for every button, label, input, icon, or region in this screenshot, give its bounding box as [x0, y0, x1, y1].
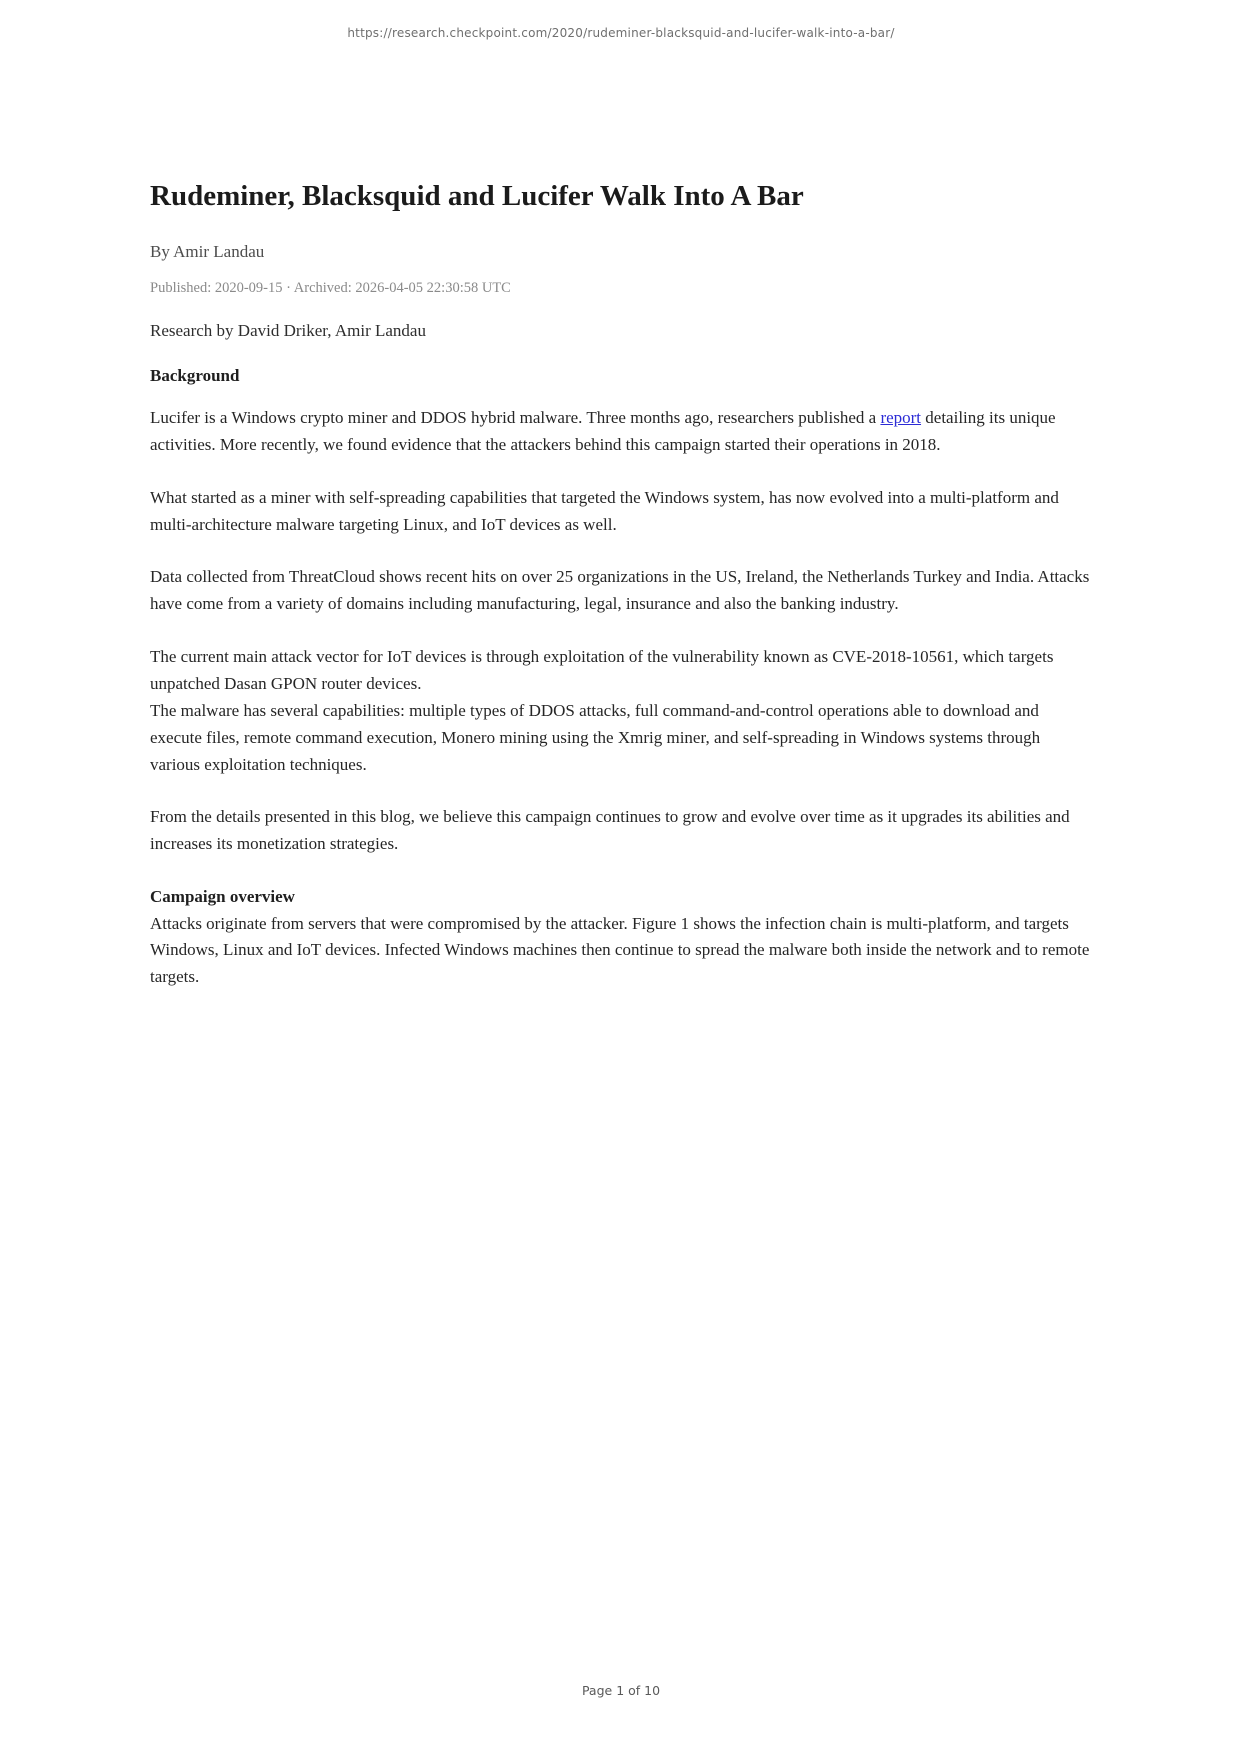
paragraph-lucifer-intro [150, 405, 1092, 459]
publish-meta: Published: 2020-09-15 · Archived: 2026-04-05 22:30:58 UTC [150, 279, 511, 296]
paragraph-text: Lucifer is a Windows crypto miner and DDOS hybrid malware. Three months ago, researchers published a [150, 408, 881, 428]
paragraph-text: The malware has several capabilities: multiple types of DDOS attacks, full command-and-control operations able to download and execute files, remote command execution, Monero mining using the Xmrig miner, and self-spreading in Windows systems through various exploitation techniques. [150, 700, 1041, 774]
background-heading: Background [150, 365, 240, 385]
print-header-url: https://research.checkpoint.com/2020/rudeminer-blacksquid-and-lucifer-walk-into-a-bar/ [347, 26, 895, 40]
paragraph-campaign-growth: From the details presented in this blog, we believe this campaign continues to grow and evolve over time as it upgrades its abilities and increases its monetization strategies. [150, 807, 1070, 854]
page-number: Page 1 of 10 [581, 1683, 661, 1698]
paragraph-miner-evolution: What started as a miner with self-spreading capabilities that targeted the Windows system, has now evolved into a multi-platform and multi-architecture malware targeting Linux, and IoT devices as well. [150, 487, 1059, 534]
paragraph-threatcloud-data: Data collected from ThreatCloud shows recent hits on over 25 organizations in the US, Ireland, the Netherlands Turkey and India. Attacks have come from a variety of domains including manufacturing, legal, insurance and also the banking industry. [150, 567, 1090, 614]
paragraph-campaign-overview: Attacks originate from servers that were compromised by the attacker. Figure 1 shows the infection chain is multi-platform, and targets Windows, Linux and IoT devices. Infected Windows machines then continue to spread the malware both inside the network and to remote targets. [150, 913, 1090, 987]
report-link[interactable]: report [880, 408, 922, 428]
paragraph-attack-vector [150, 644, 1092, 778]
page-title: Rudeminer, Blacksquid and Lucifer Walk Into A Bar [150, 180, 804, 212]
article-body [150, 178, 1092, 991]
paragraph-text: The current main attack vector for IoT devices is through exploitation of the vulnerability known as CVE-2018-10561, which targets unpatched Dasan GPON router devices. [150, 647, 1054, 694]
research-credit: Research by David Driker, Amir Landau [150, 320, 426, 340]
campaign-overview-heading: Campaign overview [150, 887, 295, 907]
paragraph-text: detailing its unique activities. More recently, we found evidence that the attackers behind this campaign started their operations in 2018. [150, 408, 1056, 454]
author-byline: By Amir Landau [150, 241, 265, 261]
